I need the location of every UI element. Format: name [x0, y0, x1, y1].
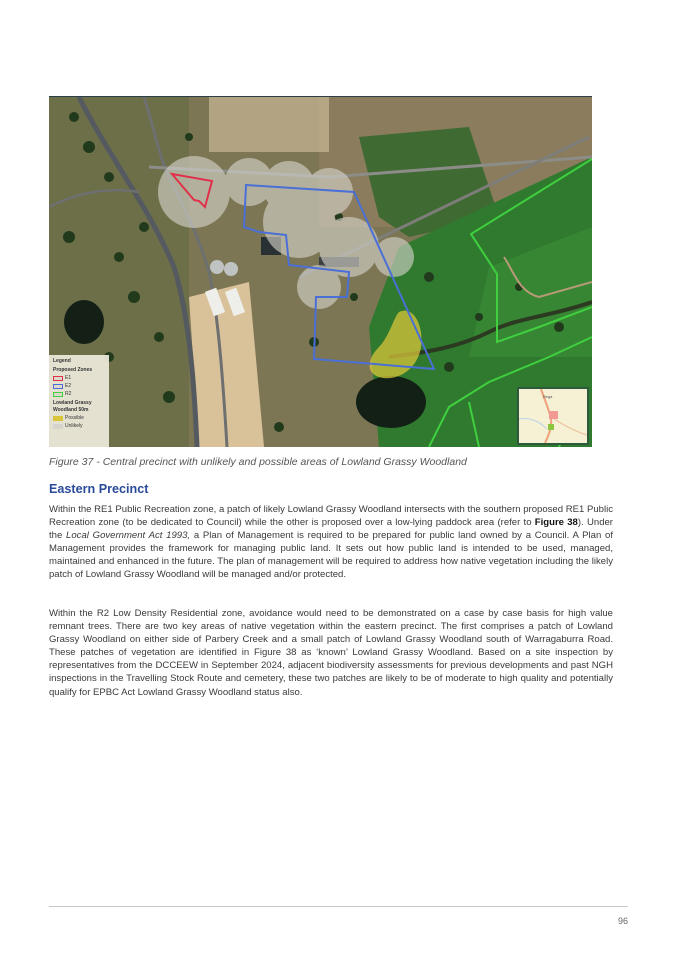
p1-text-3: a Plan of Management is required to be prepared for public land owned by a Council. A Plan of Management provides the framework for managing public land. It sets out how public land is intended to be used, managed, maintained and enhanced in the future. The plan of management will be required to address how native vegetation including the likely patch of Lowland Grassy Woodland will be managed and/or protected.	[49, 530, 613, 581]
legend-item-unlikely	[53, 422, 106, 430]
legend-swatch-unlikely	[53, 424, 63, 429]
legend-item-e2	[53, 382, 106, 390]
section-heading: Eastern Precinct	[49, 482, 149, 496]
legend-item-possible	[53, 414, 106, 422]
inset-urban-area	[549, 411, 558, 419]
legend-label-e2: E2	[65, 382, 72, 389]
legend-swatch-e2	[53, 384, 63, 389]
legend-title: Legend	[53, 358, 71, 364]
dam-east	[356, 376, 426, 428]
inset-town-label: Bega	[543, 394, 553, 399]
footer-divider	[49, 906, 628, 907]
legend-label-possible: Possible	[65, 414, 84, 421]
legend-label-r2: R2	[65, 390, 72, 397]
page-number: 96	[617, 916, 628, 926]
paragraph-re1-zone	[49, 503, 613, 582]
development-site	[209, 97, 329, 152]
legend-label-e1: E1	[65, 374, 72, 381]
legend-swatch-r2	[53, 392, 63, 397]
legend-woodland-heading-2: Woodland 50m	[53, 407, 89, 413]
inset-site-marker	[548, 424, 554, 430]
inset-map-graphic	[519, 389, 587, 443]
p1-text-2: ). Under the	[49, 517, 613, 542]
legend-item-r2	[53, 390, 106, 398]
aerial-map	[49, 97, 592, 447]
legend-swatch-possible	[53, 416, 63, 421]
legend-zones-heading: Proposed Zones	[53, 367, 93, 373]
dam-west	[64, 300, 104, 344]
legend-item-e1	[53, 374, 106, 382]
paragraph-r2-zone: Within the R2 Low Density Residential zone, avoidance would need to be demonstrated on a case by case basis for high value remnant trees. There are two key areas of native vegetation within the eastern precinct. The first comprises a patch of Lowland Grassy Woodland on either side of Parbery Creek and a small patch of Lowland Grassy Woodland south of Warragaburra Road. These patches of vegetation are identified in Figure 38 as ‘known’ Lowland Grassy Woodland. Based on a site inspection by representatives from the DCCEEW in September 2024, adjacent biodiversity assessments for previous developments and past NGH inspections in the Travelling Stock Route and cemetery, these two patches are likely to be of moderate to high quality and potentially qualify for EPBC Act Lowland Grassy Woodland status also.	[49, 608, 613, 698]
figure-caption: Figure 37 - Central precinct with unlikely and possible areas of Lowland Grassy Woodland	[49, 456, 467, 468]
legend-label-unlikely: Unlikely	[65, 422, 83, 429]
p1-text-1: Within the RE1 Public Recreation zone, a patch of likely Lowland Grassy Woodland intersects with the southern proposed RE1 Public Recreation zone (to be dedicated to Council) while the other is proposed over a low-lying paddock area (refer to	[49, 504, 613, 529]
legend-swatch-e1	[53, 376, 63, 381]
map-legend	[49, 355, 109, 447]
aerial-map-figure	[49, 96, 592, 447]
location-inset-map	[517, 387, 589, 445]
act-reference: Local Government Act 1993,	[66, 530, 191, 542]
legend-woodland-heading-1: Lowland Grassy	[53, 400, 92, 406]
figure-38-reference: Figure 38	[534, 517, 578, 529]
